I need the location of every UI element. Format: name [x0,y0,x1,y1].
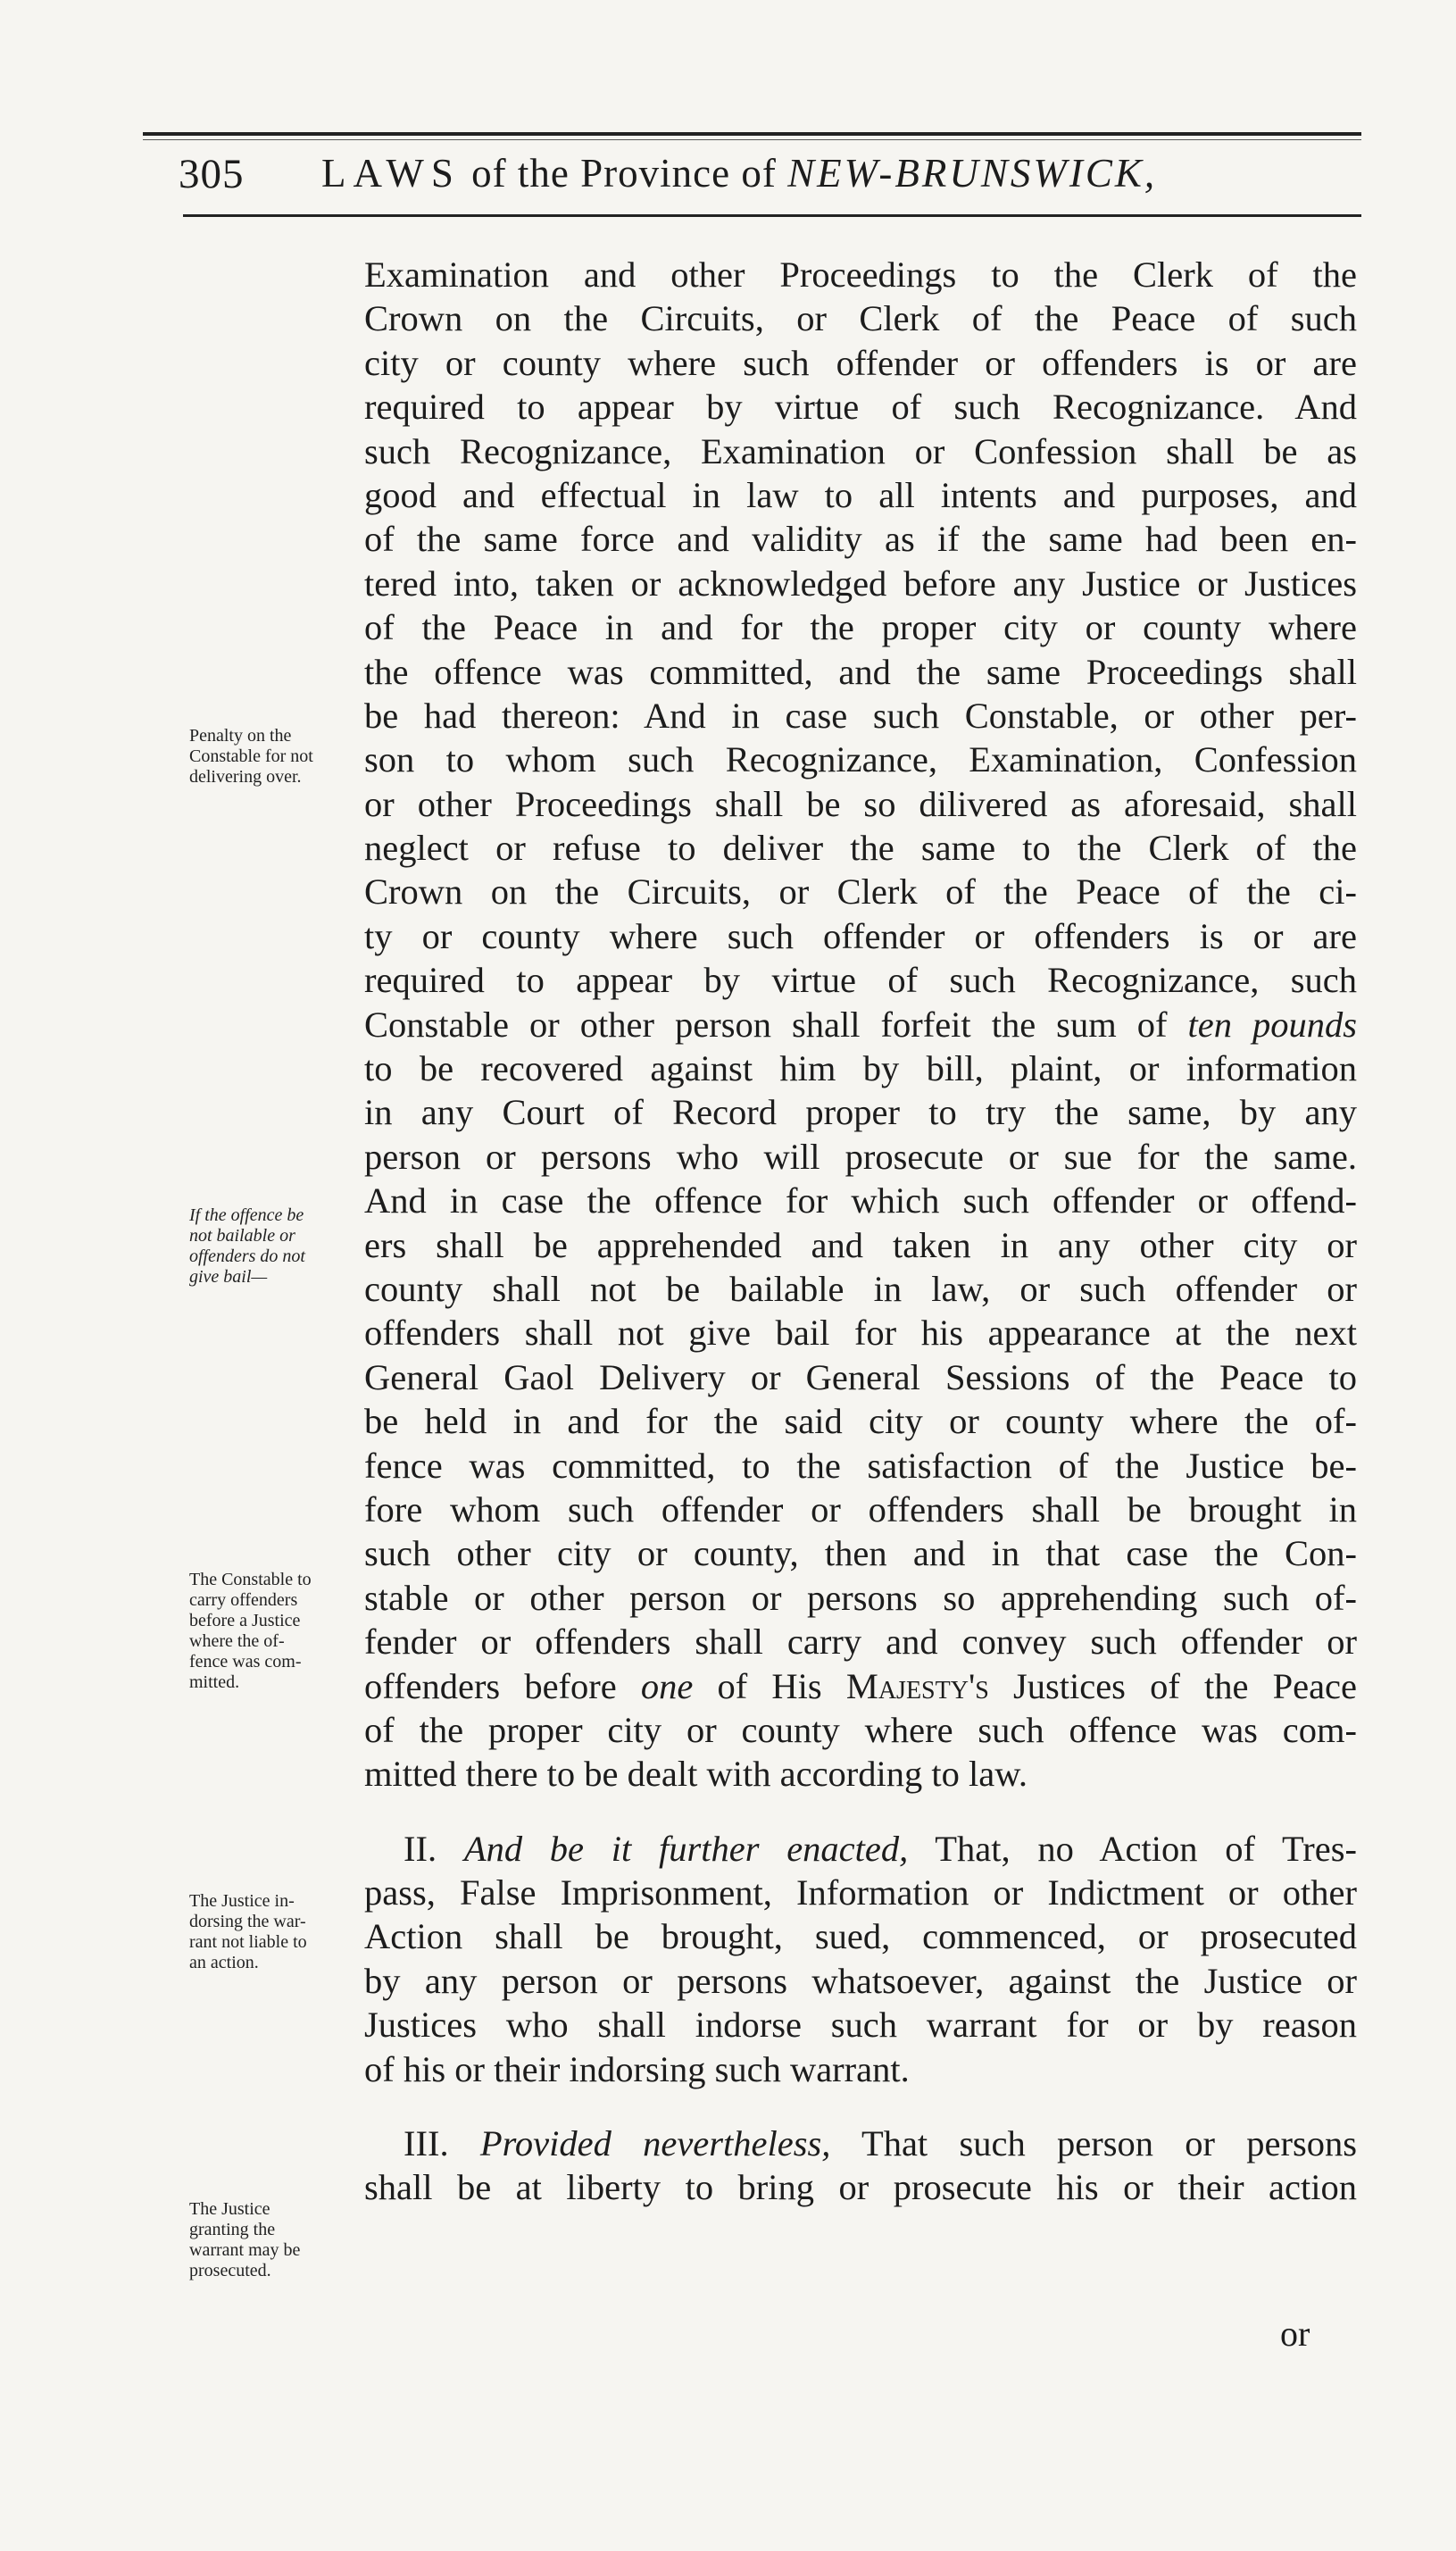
text-line: mitted there to be dealt with according to law. [364,1754,1028,1795]
majesty-mid: of His [717,1665,822,1706]
margin-note-line: mitted. [189,1672,240,1692]
running-head-province: NEW-BRUNSWICK, [787,151,1158,196]
forfeit-text: Constable or other person shall forfeit the sum of [364,1004,1168,1045]
margin-note-line: granting the [189,2220,276,2239]
section-iii-opening [364,2122,1357,2165]
text-line: ers shall be apprehended and taken in any other city or [364,1224,1357,1265]
section-iii-proviso: Provided nevertheless, [479,2123,831,2164]
section-ii-numeral: II. [404,1828,437,1869]
header-rule-top [143,132,1361,136]
text-line: And in case the offence for which such offender or offend- [364,1180,1357,1221]
section-ii-opening [364,1827,1357,1871]
text-line: city or county where such offender or offenders is or are [364,342,1357,383]
text-line: county shall not be bailable in law, or such offender or [364,1268,1357,1309]
majesty-post: Justices of the Peace [1012,1665,1358,1706]
text-line: stable or other person or persons so apprehending such of- [364,1577,1357,1618]
text-line: required to appear by virtue of such Recognizance. And [364,387,1357,428]
margin-note-line: dorsing the war- [189,1912,306,1931]
margin-note-line: Penalty on the [189,726,292,746]
text-line: good and effectual in law to all intents and purposes, and [364,474,1357,515]
margin-note-line: where the of- [189,1631,285,1651]
running-head-laws: LAWS [321,151,461,196]
text-line: fence was committed, to the satisfaction of the Justice be- [364,1445,1357,1486]
section-ii-opening-rest: That, no Action of Tres- [935,1828,1358,1869]
margin-note-line: offenders do not [189,1246,305,1266]
text-line: offenders shall not give bail for his appearance at the next [364,1313,1357,1354]
margin-note-line: delivering over. [189,767,302,787]
margin-note-line: Constable for not [189,746,313,766]
margin-note-line: give bail— [189,1267,268,1287]
margin-note-line: fence was com- [189,1652,302,1671]
text-line: General Gaol Delivery or General Sessions of the Peace to [364,1356,1357,1397]
catchword: or [1280,2313,1310,2354]
text-line: Justices who shall indorse such warrant for or by reason [364,2005,1357,2046]
text-line: of the Peace in and for the proper city or county where [364,607,1357,648]
margin-note-line: warrant may be [189,2240,301,2260]
margin-note-line: If the offence be [189,1205,304,1225]
margin-note-line: rant not liable to [189,1932,307,1952]
margin-note-constable [189,1570,352,1693]
header-rule-top-thin [143,139,1361,140]
paragraph-gap [364,2091,1357,2122]
section-iii-opening-rest: That such person or persons [861,2123,1357,2164]
running-head-middle: of the Province of [471,151,777,196]
margin-note-justice-indorsing [189,1891,352,1973]
running-head [321,150,1157,196]
text-line: such Recognizance, Examination or Confession shall be as [364,430,1357,471]
margin-note-penalty [189,726,352,788]
text-line: such other city or county, then and in that case the Con- [364,1533,1357,1574]
margin-note-line: prosecuted. [189,2261,271,2280]
forfeit-amount: ten pounds [1187,1004,1357,1045]
text-line: pass, False Imprisonment, Information or Indictment or other [364,1872,1357,1913]
text-line: Crown on the Circuits, or Clerk of the Peace of such [364,298,1357,339]
majesty-word: Majesty's [845,1665,989,1706]
text-line: of the same force and validity as if the same had been en- [364,519,1357,560]
page-number: 305 [179,151,245,197]
text-line: the offence was committed, and the same Proceedings shall [364,651,1357,692]
text-line: or other Proceedings shall be so dilivered as aforesaid, shall [364,783,1357,824]
section-iii-numeral: III. [404,2123,449,2164]
text-line: Action shall be brought, sued, commenced, or prosecuted [364,1916,1357,1957]
margin-note-line: The Justice [189,2199,270,2219]
majesty-pre: offenders before [364,1665,617,1706]
paragraph-gap [364,1797,1357,1827]
margin-note-line: an action. [189,1953,259,1972]
margin-note-offence [189,1205,352,1288]
majesty-one: one [640,1665,694,1706]
header-rule-bottom [183,214,1361,217]
text-line: ty or county where such offender or offenders is or are [364,915,1357,956]
text-line: in any Court of Record proper to try the same, by any [364,1092,1357,1133]
text-line: fender or offenders shall carry and convey such offender or [364,1621,1357,1663]
text-line: fore whom such offender or offenders shall be brought in [364,1488,1357,1530]
margin-note-line: not bailable or [189,1226,295,1246]
text-line: to be recovered against him by bill, plaint, or information [364,1048,1357,1089]
section-ii-enacting-clause: And be it further enacted, [463,1828,909,1869]
text-line-forfeit [364,1003,1357,1046]
text-line: Examination and other Proceedings to the Clerk of the [364,254,1357,295]
text-line: Crown on the Circuits, or Clerk of the Peace of the ci- [364,871,1357,913]
margin-note-line: The Constable to [189,1570,312,1589]
margin-note-justice-granting [189,2199,352,2281]
text-line: required to appear by virtue of such Recognizance, such [364,960,1357,1001]
page-header [179,150,1366,204]
text-line: neglect or refuse to deliver the same to the Clerk of the [364,828,1357,869]
margin-note-line: carry offenders [189,1590,298,1610]
margin-note-line: The Justice in- [189,1891,295,1911]
text-line: of the proper city or county where such offence was com- [364,1709,1357,1750]
text-line: by any person or persons whatsoever, against the Justice or [364,1960,1357,2001]
text-line: tered into, taken or acknowledged before any Justice or Justices [364,563,1357,604]
body-text [364,253,1357,2210]
text-line-majesty [364,1664,1357,1708]
text-line: person or persons who will prosecute or sue for the same. [364,1136,1357,1177]
text-line: of his or their indorsing such warrant. [364,2048,910,2089]
text-line: be had thereon: And in case such Constable, or other per- [364,695,1357,736]
text-line: shall be at liberty to bring or prosecute his or their action [364,2167,1357,2208]
text-line: son to whom such Recognizance, Examination, Confession [364,739,1357,780]
margin-note-line: before a Justice [189,1611,301,1630]
text-line: be held in and for the said city or county where the of- [364,1401,1357,1442]
